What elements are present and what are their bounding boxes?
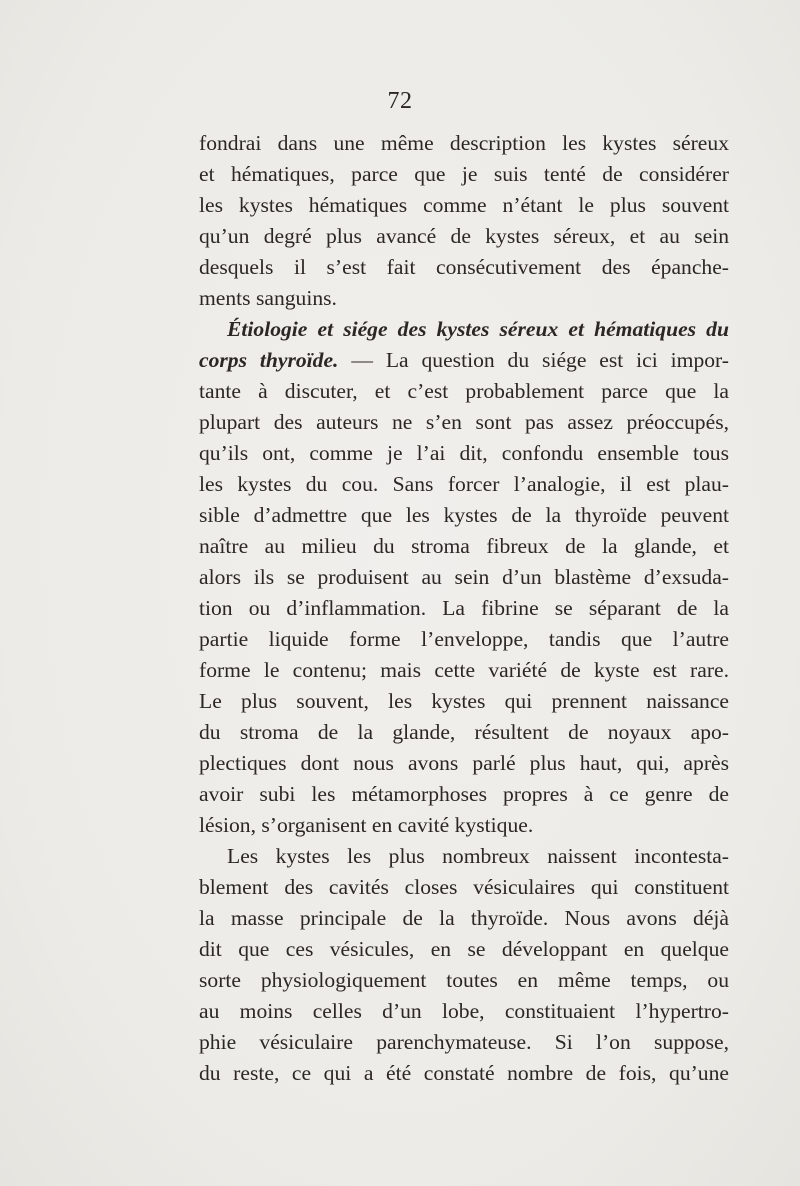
text-line <box>199 717 729 748</box>
text-line <box>199 190 729 221</box>
text-segment: — La question du siége est ici impor- <box>338 348 729 372</box>
text-segment: avoir subi les métamorphoses propres à ce genre de <box>199 782 729 806</box>
text-line <box>199 655 729 686</box>
text-line <box>199 810 729 841</box>
text-segment: du stroma de la glande, résultent de noyaux apo- <box>199 720 729 744</box>
text-segment: du reste, ce qui a été constaté nombre de fois, qu’une <box>199 1061 729 1085</box>
text-line <box>199 562 729 593</box>
text-segment: plectiques dont nous avons parlé plus haut, qui, après <box>199 751 729 775</box>
text-segment: Les kystes les plus nombreux naissent incontesta- <box>227 844 729 868</box>
text-line <box>199 593 729 624</box>
text-line <box>199 252 729 283</box>
text-segment: Le plus souvent, les kystes qui prennent naissance <box>199 689 729 713</box>
text-segment: sible d’admettre que les kystes de la thyroïde peuvent <box>199 503 729 527</box>
text-line <box>199 159 729 190</box>
text-segment: qu’ils ont, comme je l’ai dit, confondu ensemble tous <box>199 441 729 465</box>
text-segment: alors ils se produisent au sein d’un blastème d’exsuda- <box>199 565 729 589</box>
text-segment: la masse principale de la thyroïde. Nous avons déjà <box>199 906 729 930</box>
text-line <box>199 686 729 717</box>
text-line <box>199 531 729 562</box>
text-segment: lésion, s’organisent en cavité kystique. <box>199 813 534 837</box>
text-segment: fondrai dans une même description les kystes séreux <box>199 131 729 155</box>
text-line <box>199 314 729 345</box>
text-line <box>199 748 729 779</box>
text-line <box>199 376 729 407</box>
text-line <box>199 283 729 314</box>
text-line <box>199 407 729 438</box>
text-line <box>199 345 729 376</box>
text-segment: ments sanguins. <box>199 286 337 310</box>
text-segment: tante à discuter, et c’est probablement parce que la <box>199 379 729 403</box>
text-line <box>199 841 729 872</box>
text-segment: partie liquide forme l’enveloppe, tandis que l’autre <box>199 627 729 651</box>
body-text <box>199 128 729 1089</box>
text-segment: dit que ces vésicules, en se développant en quelque <box>199 937 729 961</box>
text-segment: blement des cavités closes vésiculaires qui constituent <box>199 875 729 899</box>
text-line <box>199 624 729 655</box>
text-segment: les kystes du cou. Sans forcer l’analogie, il est plau- <box>199 472 729 496</box>
italic-heading-text: Étiologie et siége des kystes séreux et hématiques du <box>227 317 729 341</box>
text-line <box>199 500 729 531</box>
text-line <box>199 221 729 252</box>
text-line <box>199 128 729 159</box>
text-segment: naître au milieu du stroma fibreux de la glande, et <box>199 534 729 558</box>
text-segment: qu’un degré plus avancé de kystes séreux, et au sein <box>199 224 729 248</box>
page-number: 72 <box>387 88 413 114</box>
text-line <box>199 903 729 934</box>
text-line <box>199 1027 729 1058</box>
text-segment: plupart des auteurs ne s’en sont pas assez préoccupés, <box>199 410 729 434</box>
text-line <box>199 1058 729 1089</box>
text-line <box>199 779 729 810</box>
text-segment: phie vésiculaire parenchymateuse. Si l’on suppose, <box>199 1030 729 1054</box>
text-line <box>199 469 729 500</box>
text-line <box>199 965 729 996</box>
text-line <box>199 438 729 469</box>
text-line <box>199 872 729 903</box>
text-segment: forme le contenu; mais cette variété de kyste est rare. <box>199 658 729 682</box>
text-line <box>199 996 729 1027</box>
text-line <box>199 934 729 965</box>
text-segment: les kystes hématiques comme n’étant le plus souvent <box>199 193 729 217</box>
text-segment: au moins celles d’un lobe, constituaient l’hypertro- <box>199 999 729 1023</box>
text-segment: et hématiques, parce que je suis tenté de considérer <box>199 162 729 186</box>
text-segment: desquels il s’est fait consécutivement des épanche- <box>199 255 729 279</box>
italic-heading-text: corps thyroïde. <box>199 348 339 372</box>
text-segment: sorte physiologiquement toutes en même temps, ou <box>199 968 729 992</box>
text-segment: tion ou d’inflammation. La fibrine se séparant de la <box>199 596 729 620</box>
